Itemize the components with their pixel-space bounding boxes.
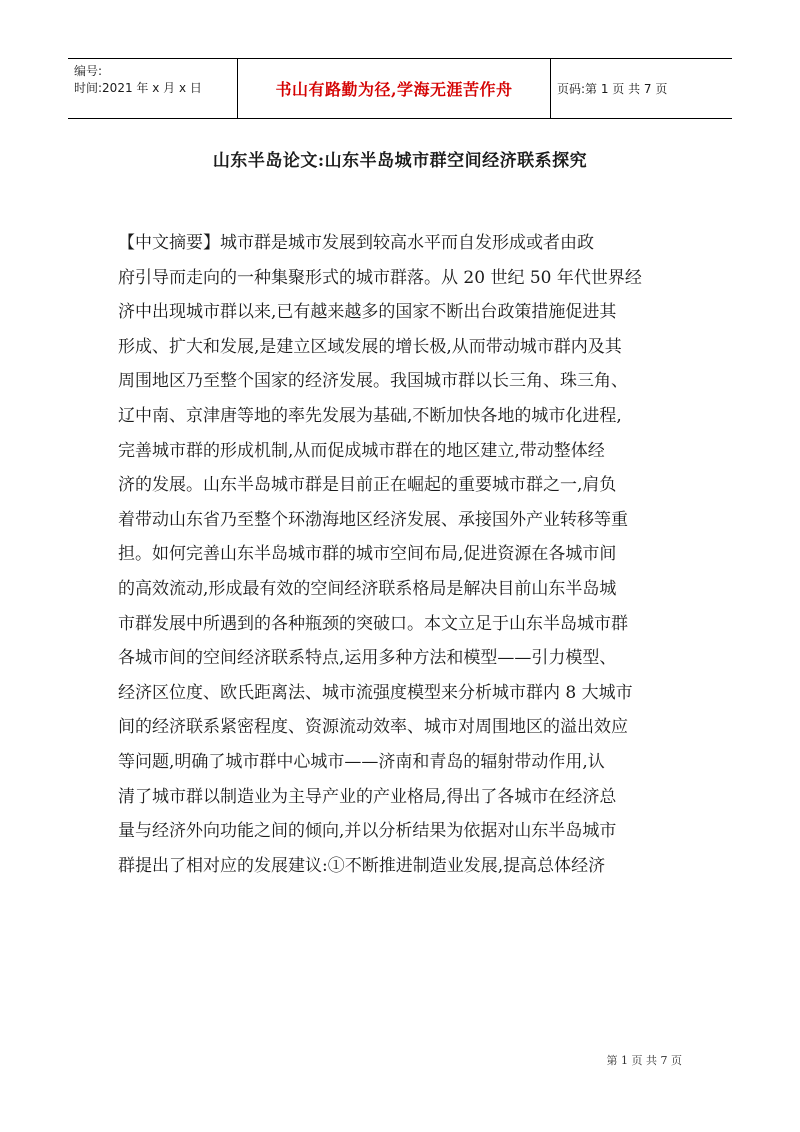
time-label: 时间:2021 年 x 月 x 日 — [74, 81, 202, 95]
paragraph-line: 各城市间的空间经济联系特点,运用多种方法和模型——引力模型、 — [118, 648, 617, 669]
paragraph-line: 群提出了相对应的发展建议:①不断推进制造业发展,提高总体经济 — [118, 855, 606, 876]
paragraph-line: 等问题,明确了城市群中心城市——济南和青岛的辐射带动作用,认 — [118, 751, 605, 772]
header-page-info — [551, 59, 732, 118]
paragraph-line: 着带动山东省乃至整个环渤海地区经济发展、承接国外产业转移等重 — [118, 509, 628, 530]
page-footer: 第 1 页 共 7 页 — [606, 1054, 682, 1067]
paragraph-line: 清了城市群以制造业为主导产业的产业格局,得出了各城市在经济总 — [118, 786, 617, 807]
paragraph-line: 济的发展。山东半岛城市群是目前正在崛起的重要城市群之一,肩负 — [118, 475, 617, 496]
paragraph-line: 济中出现城市群以来,已有越来越多的国家不断出台政策措施促进其 — [118, 302, 617, 323]
header-meta — [68, 59, 238, 118]
paragraph-line: 的高效流动,形成最有效的空间经济联系格局是解决目前山东半岛城 — [118, 578, 617, 599]
paragraph-line: 量与经济外向功能之间的倾向,并以分析结果为依据对山东半岛城市 — [118, 821, 617, 842]
paragraph-line: 担。如何完善山东半岛城市群的城市空间布局,促进资源在各城市间 — [118, 544, 617, 565]
paragraph-line: 周围地区乃至整个国家的经济发展。我国城市群以长三角、珠三角、 — [118, 371, 628, 392]
paragraph-line: 【中文摘要】城市群是城市发展到较高水平而自发形成或者由政 — [118, 233, 594, 253]
page-info-text: 页码:第 1 页 共 7 页 — [557, 82, 668, 96]
page-header — [68, 58, 732, 119]
paragraph-line: 经济区位度、欧氏距离法、城市流强度模型来分析城市群内 8 大城市 — [118, 682, 633, 703]
paragraph-line: 间的经济联系紧密程度、资源流动效率、城市对周围地区的溢出效应 — [118, 717, 628, 738]
paragraph-line: 形成、扩大和发展,是建立区域发展的增长极,从而带动城市群内及其 — [118, 336, 622, 357]
paragraph-line: 辽中南、京津唐等地的率先发展为基础,不断加快各地的城市化进程, — [118, 405, 622, 426]
header-motto — [238, 59, 551, 118]
abstract-paragraph — [118, 226, 698, 883]
paragraph-line: 市群发展中所遇到的各种瓶颈的突破口。本文立足于山东半岛城市群 — [118, 613, 628, 634]
number-label: 编号: — [74, 64, 103, 78]
paragraph-line: 完善城市群的形成机制,从而促成城市群在的地区建立,带动整体经 — [118, 440, 605, 461]
document-title: 山东半岛论文:山东半岛城市群空间经济联系探究 — [212, 151, 588, 171]
paragraph-line: 府引导而走向的一种集聚形式的城市群落。从 20 世纪 50 年代世界经 — [118, 267, 642, 288]
motto-text: 书山有路勤为径,学海无涯苦作舟 — [275, 80, 513, 99]
